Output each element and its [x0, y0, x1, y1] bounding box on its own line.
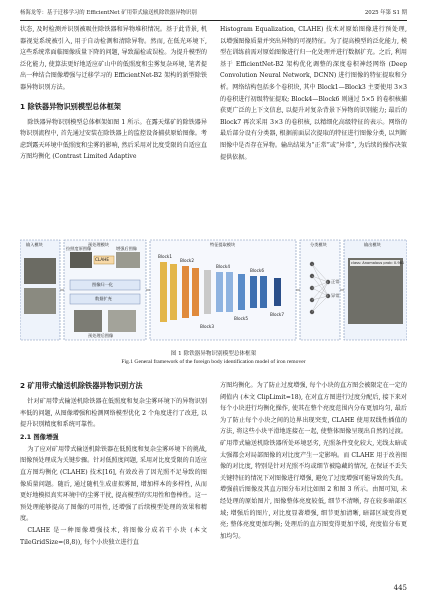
- paragraph: Histogram Equalization, CLAHE) 技术对原始图像进行预处理, 以增强图像质量并突出异物的可视特征。为了提高模型的泛化能力, 模型在训练前需对原始图像进行归一化处理并进行数据扩充。之后, 利用基于 EfficientNet-B2 架构优化调整的深度卷积神经网络 (Deep Convolution Neural Network, DCNN) 进行图像的特征提取和分析。网络结构包括多个卷积块, 其中 Block1—Block3 主要使用 3×3 的卷积进行初级特征提取; Block4—Block6 则通过 5×5 的卷积核捕获更广泛的上下文信息, 以提升对复杂背景下异物的识别能力; 最后的 Block7 再次采用 3×3 的卷积核, 以精细化高级特征的表示。网络的最后部分设有分类器, 根据前面层次提取的特征进行图像分类, 以判断图像中是否存在异物。输出结果为“正常”或“异常”, 为后续的操作决策提供依据。: [220, 26, 407, 161]
- block5-rect: [238, 274, 245, 310]
- header-right: 2025 年第 S1 期: [364, 10, 407, 16]
- preprocess-module-label: 预处理模块: [88, 242, 109, 247]
- header-rule: [20, 20, 407, 21]
- paragraph: 方图均衡化。为了防止过度增强, 每个小块的直方图会被限定在一定的阈值内 (本文 ClipLimit=18), 在对直方图进行过度分配后, 接下来对每个小块进行均衡化操作, 使其在整个亮度范围内分布更加均匀, 最后为了防止每个小块之间的边界出现突变, CLAHE 使用双线性插值的方法, 将这些小块平滑地连接在一起, 使整体图像呈现出自然的过渡。矿用带式输送机除铁器所处环境恶劣, 光照条件变化较大, 光线太暗或太强都会对局部图像的对比度产生一定影响。而 CLAHE 用于改善图像的对比度, 特别是针对光照不均或细节被隐藏的情况, 在保证不丢失关键特征的情况下对图像进行增强, 避免了过度增强可能导致的失真。增强前后图像及其直方图分布对比如图 2 和图 3 所示。由图可知, 未经处理的原始图片, 图像整体亮度较低, 细节不清晰, 存在较多暗部区域; 增强后的图片, 对比度显著增强, 细节更加清晰, 暗部区域变得更亮; 整体亮度更加均衡; 处理后的直方图变得更加平缓, 亮度值分布更加均匀。: [220, 382, 407, 540]
- block3-rect: [204, 270, 211, 314]
- figure-caption-en: Fig.1 General framework of the foreign body identification model of iron remover: [121, 359, 306, 365]
- header-left: 杨海龙等：基于迁移学习的 EfficientNet 矿用带式输送机除铁器异物识别: [20, 10, 197, 16]
- output-module-label: 输出模块: [364, 242, 381, 247]
- right-column-bottom: [220, 380, 407, 580]
- enhanced-image: [116, 252, 140, 268]
- block6-rect: [250, 276, 257, 308]
- block2-rect-b: [192, 268, 199, 316]
- block1-rect: [160, 262, 167, 322]
- block3-label: Block3: [200, 324, 214, 329]
- figure-1: [20, 236, 407, 348]
- paragraph: 状态, 及时检测并识别被吸住除铁器和异物堆积情况。基于此背景, 机器视觉系统被引入, 用于自动检测和清除异物。然而, 在低光环境下, 这些系统常面临图像质量下降的问题, 导致漏检或误检。为提升模型的泛化能力, 使算法更好地适应矿山中的低照度和尘雾复杂环境, 笔者提出一种结合图像增强与迁移学习的 EfficientNet-B2 架构的新型除铁器异物识别方法。: [20, 26, 207, 91]
- output-class-text: class: Anomalous prob: 0.981: [351, 261, 405, 265]
- left-column-top: [20, 24, 207, 237]
- raw-image-label: 拉照度原图像: [66, 246, 92, 251]
- block5-label: Block5: [234, 316, 248, 321]
- block2-rect: [182, 266, 189, 318]
- block1-rect-b: [170, 264, 177, 320]
- low-light-image: [70, 252, 92, 268]
- block2-label: Block2: [180, 258, 194, 263]
- paragraph: 为了应对矿用带式输送机除铁器在低照度和复杂尘雾环境下的挑战, 图像预处理成为关键步骤。针对低照度问题, 采用对比度受限的自适应直方图均衡化 (CLAHE) 技术[16], 有效改善了因光照不足导致的图像质量问题。随后, 通过随机生成虚拟雾图, 增加样本的多样性, 从而更好地模拟真实环境中的尘雾干扰, 提高模型的实用性和鲁棒性。这一预处理能够提高了图像的可用性, 还增强了后续模型处理的效果和精度。: [20, 445, 207, 523]
- paragraph: 除铁器异物识别模型总体框架如图 1 所示。在露天煤矿的除铁器异物识别流程中, 首先通过安装在除铁器上的监控设备捕获原始图像。考虑到露天环境中低照度和尘雾的影响, 然后采用对比度受限的自适应直方图均衡化 (Contrast Limited Adaptive: [20, 118, 207, 161]
- paragraph: 针对矿用带式输送机除铁器在低照度和复杂尘雾环境下的异物识别率低的问题, 从图像增强和检测网络模型优化 2 个角度进行了改进, 以提升识别精度和系统可靠性。: [20, 398, 207, 429]
- block4-rect-b: [226, 272, 233, 312]
- block7-label: Block7: [270, 312, 284, 317]
- left-column-bottom: [20, 380, 207, 580]
- augmentation-label: 数据扩充: [95, 296, 112, 301]
- normalize-label: 图像归一化: [92, 282, 113, 287]
- section-heading: 1 除铁器异物识别模型总体框架: [20, 101, 121, 111]
- classify-module-label: 分类模块: [310, 242, 327, 247]
- normal-label: 正常: [331, 279, 340, 284]
- block4-rect: [216, 272, 223, 312]
- input-module-label: 输入模块: [26, 242, 43, 247]
- block7-rect: [274, 278, 281, 306]
- enhanced-image-label: 增强后图像: [116, 246, 137, 251]
- section-heading: 2 矿用带式输送机除铁器异物识别方法: [20, 381, 143, 390]
- block6-rect-b: [260, 276, 267, 308]
- block6-label: Block6: [250, 268, 264, 273]
- preprocessed-image-2: [108, 310, 136, 332]
- page-number: 445: [393, 584, 407, 592]
- abnormal-label: 异常: [331, 293, 340, 298]
- figure-caption-cn: 图 1 除铁器异物识别模型总体框架: [170, 351, 257, 357]
- preprocessed-image-1: [74, 310, 102, 332]
- preprocessed-label: 预处理后图像: [88, 333, 114, 338]
- raw-image-thumb-2: [24, 288, 56, 314]
- classify-module-box: [300, 240, 340, 340]
- output-image: [348, 258, 403, 324]
- framework-diagram: [20, 236, 407, 348]
- running-header: [20, 8, 407, 18]
- block1-label: Block1: [158, 254, 172, 259]
- feature-module-label: 特征提取模块: [210, 242, 236, 247]
- right-column-top: [220, 24, 407, 237]
- clahe-label: CLAHE: [95, 257, 110, 262]
- paragraph: CLAHE 是一种图像增强技术, 将图像分成若干小块 (本文 TileGridSize=(8,8)), 每个小块独立进行直: [20, 526, 207, 546]
- block4-label: Block4: [216, 264, 230, 269]
- subsection-heading: 2.1 图像增强: [20, 433, 59, 441]
- raw-image-thumb: [24, 258, 56, 284]
